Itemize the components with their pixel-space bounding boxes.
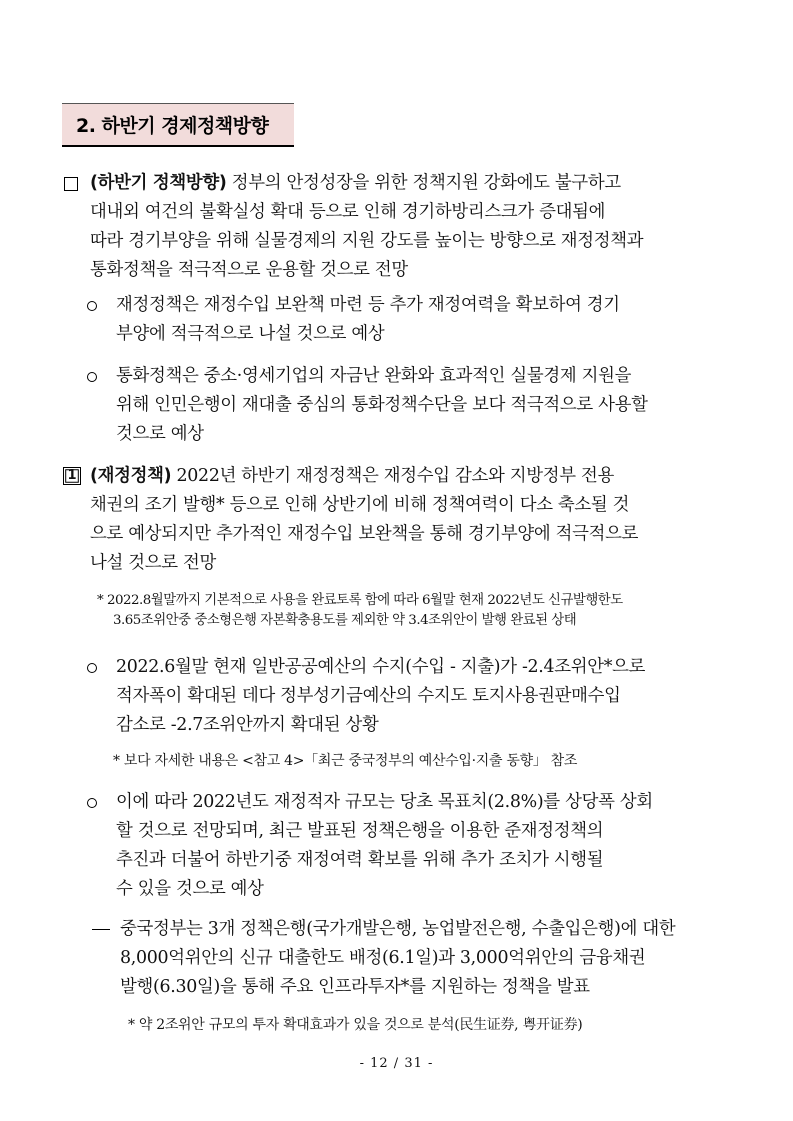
section-title: 2. 하반기 경제정책방향 xyxy=(76,115,269,137)
deficit-line-2: 할 것으로 전망되며, 최근 발표된 정책은행을 이용한 준재정정책의 xyxy=(116,821,604,841)
budget-balance-line-3: 감소로 -2.7조위안까지 확대된 상황 xyxy=(116,715,379,735)
bond-footnote-line-1: * 2022.8월말까지 기본적으로 사용을 완료토록 함에 따라 6월말 현재 2022년도 신규발행한도 xyxy=(97,593,623,608)
overview-heading: (하반기 정책방향) xyxy=(90,173,227,193)
policy-bank-line-1: 중국정부는 3개 정책은행(국가개발은행, 농업발전은행, 수출입은행)에 대한 xyxy=(120,919,676,939)
overview-line-2: 대내외 여건의 불확실성 확대 등으로 인해 경기하방리스크가 증대됨에 xyxy=(90,202,606,222)
investment-note: * 약 2조위안 규모의 투자 확대효과가 있을 것으로 분석(民生证券, 粤开证券) xyxy=(128,1017,583,1033)
monetary-outlook-line-1: 통화정책은 중소·영세기업의 자금난 완화와 효과적인 실물경제 지원을 xyxy=(116,366,632,386)
circle-bullet-icon xyxy=(87,372,97,382)
overview-line-3: 따라 경기부양을 위해 실물경제의 지원 강도를 높이는 방향으로 재정정책과 xyxy=(90,231,644,251)
section-heading xyxy=(62,103,294,147)
fiscal-line-3: 으로 예상되지만 추가적인 재정수입 보완책을 통해 경기부양에 적극적으로 xyxy=(90,524,639,544)
deficit-line-1: 이에 따라 2022년도 재정적자 규모는 당초 목표치(2.8%)를 상당폭 상회 xyxy=(116,792,653,812)
square-bullet-icon xyxy=(64,177,78,191)
fiscal-line-2: 채권의 조기 발행* 등으로 인해 상반기에 비해 정책여력이 다소 축소될 것 xyxy=(90,495,630,515)
circle-bullet-icon xyxy=(87,663,97,673)
fiscal-heading: (재정정책) xyxy=(90,466,172,486)
budget-balance-line-2: 적자폭이 확대된 데다 정부성기금예산의 수지도 토지사용권판매수입 xyxy=(116,686,621,706)
reference-note: * 보다 자세한 내용은 <참고 4>「최근 중국정부의 예산수입·지출 동향」 참조 xyxy=(113,753,578,769)
fiscal-outlook-line-2: 부양에 적극적으로 나설 것으로 예상 xyxy=(116,324,385,344)
fiscal-line-1: (재정정책) 2022년 하반기 재정정책은 재정수입 감소와 지방정부 전용 xyxy=(90,466,614,486)
budget-balance-line-1: 2022.6월말 현재 일반공공예산의 수지(수입 - 지출)가 -2.4조위안*으로 xyxy=(116,657,646,677)
monetary-outlook-line-2: 위해 인민은행이 재대출 중심의 통화정책수단을 보다 적극적으로 사용할 xyxy=(116,395,648,415)
page-number: - 12 / 31 - xyxy=(359,1056,434,1071)
fiscal-outlook-line-1: 재정정책은 재정수입 보완책 마련 등 추가 재정여력을 확보하여 경기 xyxy=(116,295,620,315)
policy-bank-line-3: 발행(6.30일)을 통해 주요 인프라투자*를 지원하는 정책을 발표 xyxy=(120,977,590,997)
fiscal-line-4: 나설 것으로 전망 xyxy=(90,553,216,573)
monetary-outlook-line-3: 것으로 예상 xyxy=(116,424,204,444)
overview-line-4: 통화정책을 적극적으로 운용할 것으로 전망 xyxy=(90,260,408,280)
overview-line-1: (하반기 정책방향) 정부의 안정성장을 위한 정책지원 강화에도 불구하고 xyxy=(90,173,621,193)
section-number-box: 1 xyxy=(63,467,81,485)
deficit-line-4: 수 있을 것으로 예상 xyxy=(116,879,264,899)
circle-bullet-icon xyxy=(87,301,97,311)
policy-bank-line-2: 8,000억위안의 신규 대출한도 배정(6.1일)과 3,000억위안의 금융채권 xyxy=(120,948,646,968)
dash-bullet-icon xyxy=(92,929,110,930)
deficit-line-3: 추진과 더불어 하반기중 재정여력 확보를 위해 추가 조치가 시행될 xyxy=(116,850,604,870)
circle-bullet-icon xyxy=(87,798,97,808)
bond-footnote-line-2: 3.65조위안중 중소형은행 자본확충용도를 제외한 약 3.4조위안이 발행 완료된 상태 xyxy=(113,613,577,628)
